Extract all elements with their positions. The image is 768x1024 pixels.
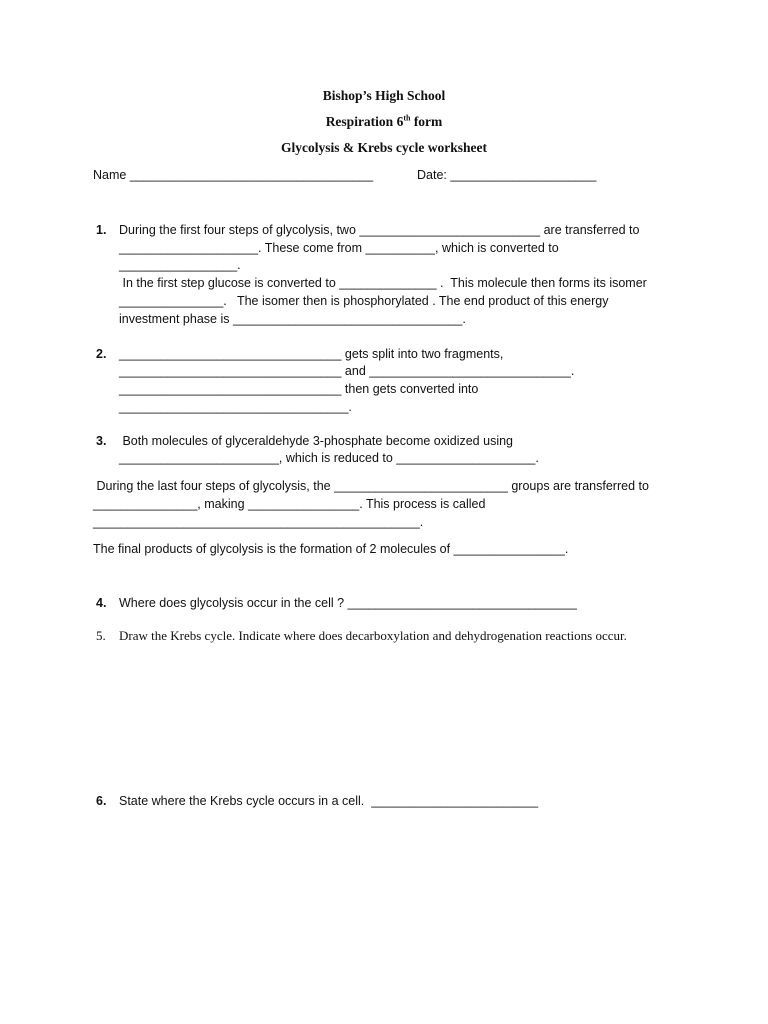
worksheet-title: Glycolysis & Krebs cycle worksheet bbox=[281, 140, 487, 155]
final-products-line: The final products of glycolysis is the formation of 2 molecules of ________________. bbox=[93, 542, 569, 556]
question-1-line: investment phase is _________________________________. bbox=[119, 312, 466, 326]
school-name: Bishop’s High School bbox=[322, 88, 446, 103]
question-3-line: _______________________, which is reduced to ____________________. bbox=[119, 451, 539, 465]
question-1-number: 1. bbox=[96, 223, 107, 237]
course-superscript: th bbox=[403, 113, 411, 123]
question-1-line: _______________. The isomer then is phosphorylated . The end product of this energy bbox=[119, 294, 609, 308]
question-5-number: 5. bbox=[96, 628, 106, 643]
question-2-line: ________________________________ and _____________________________. bbox=[119, 364, 575, 378]
course-main: Respiration 6 bbox=[325, 114, 404, 129]
question-1-line: _________________. bbox=[119, 258, 241, 272]
question-6-text: State where the Krebs cycle occurs in a cell. ________________________ bbox=[119, 794, 539, 808]
glycolysis-paragraph-line: _______________, making ________________. This process is called bbox=[93, 497, 486, 511]
question-6-number: 6. bbox=[96, 794, 107, 808]
question-3-number: 3. bbox=[96, 434, 107, 448]
question-4-number: 4. bbox=[96, 596, 107, 610]
question-2-line: ________________________________ gets split into two fragments, bbox=[119, 347, 504, 361]
question-1-line: ____________________. These come from __________, which is converted to bbox=[119, 241, 559, 255]
course-end: form bbox=[410, 114, 443, 129]
question-3-line: Both molecules of glyceraldehyde 3-phosphate become oxidized using bbox=[119, 434, 513, 448]
question-4-text: Where does glycolysis occur in the cell ? _________________________________ bbox=[119, 596, 577, 610]
question-1-line: In the first step glucose is converted to ______________ . This molecule then forms its isomer bbox=[119, 276, 647, 290]
question-5-text: Draw the Krebs cycle. Indicate where does decarboxylation and dehydrogenation reactions occur. bbox=[119, 628, 627, 643]
question-2-number: 2. bbox=[96, 347, 107, 361]
glycolysis-paragraph-line: During the last four steps of glycolysis, the _________________________ groups are transferred to bbox=[93, 479, 649, 493]
question-1-line: During the first four steps of glycolysis, two __________________________ are transferred to bbox=[119, 223, 640, 237]
name-field[interactable]: Name ___________________________________ bbox=[93, 168, 374, 182]
glycolysis-paragraph-line: _______________________________________________. bbox=[93, 515, 424, 529]
course-line bbox=[0, 114, 768, 130]
question-2-line: _________________________________. bbox=[119, 400, 352, 414]
date-field[interactable]: Date: _____________________ bbox=[417, 168, 597, 182]
question-2-line: ________________________________ then gets converted into bbox=[119, 382, 479, 396]
